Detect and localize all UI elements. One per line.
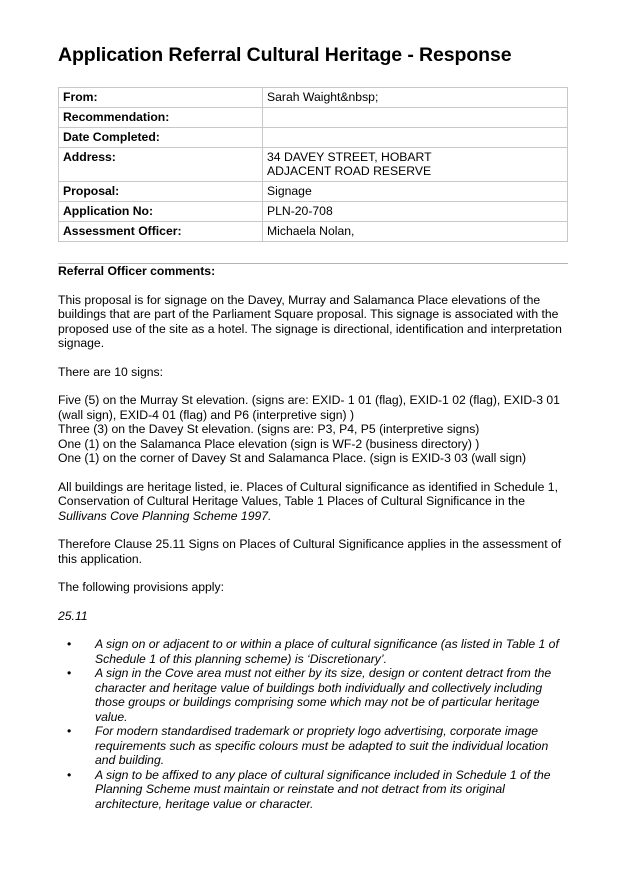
heritage-paragraph [58, 480, 568, 524]
sign-list [58, 393, 568, 466]
planning-scheme-name: Sullivans Cove Planning Scheme 1997. [58, 508, 272, 523]
sign-line: Five (5) on the Murray St elevation. (signs are: EXID- 1 01 (flag), EXID-1 02 (flag), EXID-3 01 (wall sign), EXID-4 01 (flag) and P6 (interpretive sign) ) [58, 393, 560, 422]
comments-section [58, 264, 568, 811]
address-line-1: 34 DAVEY STREET, HOBART [267, 150, 432, 164]
from-label: From: [59, 88, 263, 108]
list-item [58, 666, 568, 724]
sign-count: There are 10 signs: [58, 364, 164, 379]
clause-paragraph: Therefore Clause 25.11 Signs on Places of Cultural Significance applies in the assessment of this application. [58, 537, 562, 566]
provisions-list [58, 637, 568, 811]
table-row [59, 182, 568, 202]
sign-line: Three (3) on the Davey St elevation. (signs are: P3, P4, P5 (interpretive signs) [58, 422, 480, 436]
document-page [58, 44, 568, 811]
from-value: Sarah Waight&nbsp; [263, 88, 568, 108]
proposal-value: Signage [263, 182, 568, 202]
table-row [59, 128, 568, 148]
date-completed-label: Date Completed: [59, 128, 263, 148]
provision-text: For modern standardised trademark or propriety logo advertising, corporate image requirements such as specific colours must be adapted to suit the individual location and building. [95, 724, 549, 767]
list-item [58, 724, 568, 768]
bullet-icon: • [67, 637, 72, 651]
document-title: Application Referral Cultural Heritage - Response [58, 44, 512, 66]
assessment-officer-label: Assessment Officer: [59, 222, 263, 242]
address-label: Address: [59, 148, 263, 182]
clause-number: 25.11 [58, 608, 88, 623]
assessment-officer-value: Michaela Nolan, [263, 222, 568, 242]
sign-line: One (1) on the corner of Davey St and Salamanca Place. (sign is EXID-3 03 (wall sign) [58, 451, 527, 465]
recommendation-label: Recommendation: [59, 108, 263, 128]
comments-heading: Referral Officer comments: [58, 264, 216, 278]
application-no-label: Application No: [59, 202, 263, 222]
recommendation-value [263, 108, 568, 128]
table-row [59, 148, 568, 182]
referral-info-table [58, 87, 568, 242]
address-value [263, 148, 568, 182]
bullet-icon: • [67, 666, 72, 680]
provision-text: A sign on or adjacent to or within a place of cultural significance (as listed in Table 1 of Schedule 1 of this planning scheme) is ‘Discretionary’. [95, 637, 559, 666]
date-completed-value [263, 128, 568, 148]
provision-text: A sign in the Cove area must not either by its size, design or content detract from the character and heritage value of buildings both individually and collectively including those groups or buildings comprising some which may not be of particular heritage value. [95, 666, 552, 724]
table-row [59, 222, 568, 242]
table-row [59, 108, 568, 128]
application-no-value: PLN-20-708 [263, 202, 568, 222]
sign-line: One (1) on the Salamanca Place elevation (sign is WF-2 (business directory) ) [58, 436, 480, 451]
list-item [58, 637, 568, 666]
bullet-icon: • [67, 724, 72, 738]
provision-text: A sign to be affixed to any place of cultural significance included in Schedule 1 of the Planning Scheme must maintain or reinstate and not detract from its original architecture, heritage value or character. [95, 767, 551, 811]
heritage-text: All buildings are heritage listed, ie. Places of Cultural significance as identified in Schedule 1, Conservation of Cultural Heritage Values, Table 1 Places of Cultural Significance in the [58, 479, 558, 508]
list-item [58, 768, 568, 812]
proposal-label: Proposal: [59, 182, 263, 202]
intro-paragraph: This proposal is for signage on the Davey, Murray and Salamanca Place elevations of the buildings that are part of the Parliament Square proposal. This signage is associated with the proposed use of the site as a hotel. The signage is directional, identification and interpretation signage. [58, 292, 562, 350]
table-row [59, 88, 568, 108]
table-row [59, 202, 568, 222]
address-line-2: ADJACENT ROAD RESERVE [267, 164, 432, 178]
bullet-icon: • [67, 767, 72, 782]
provisions-intro: The following provisions apply: [58, 580, 224, 594]
